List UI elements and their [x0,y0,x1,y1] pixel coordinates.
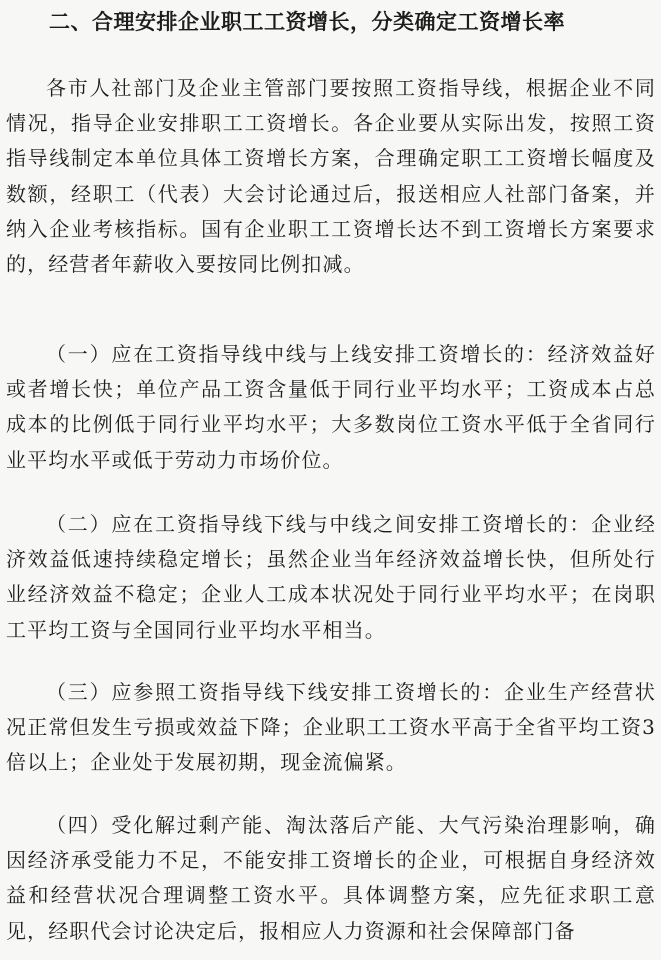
paragraph-item-3: （三）应参照工资指导线下线安排工资增长的：企业生产经营状况正常但发生亏损或效益下降；企业职工工资水平高于全省平均工资3倍以上；企业处于发展初期，现金流偏紧。 [6,680,656,775]
paragraph-intro: 各市人社部门及企业主管部门要按照工资指导线，根据企业不同情况，指导企业安排职工工资增长。各企业要从实际出发，按照工资指导线制定本单位具体工资增长方案，合理确定职工工资增长幅度及数额，经职工（代表）大会讨论通过后，报送相应人社部门备案，并纳入企业考核指标。国有企业职工工资增长达不到工资增长方案要求的，经营者年薪收入要按同比例扣减。 [6,76,656,277]
paragraph-item-4: （四）受化解过剩产能、淘汰落后产能、大气污染治理影响，确因经济承受能力不足，不能安排工资增长的企业，可根据自身经济效益和经营状况合理调整工资水平。具体调整方案，应先征求职工意见，经职代会讨论决定后，报相应人力资源和社会保障部门备 [6,813,656,943]
paragraph-item-1: （一）应在工资指导线中线与上线安排工资增长的：经济效益好或者增长快；单位产品工资含量低于同行业平均水平；工资成本占总成本的比例低于同行业平均水平；大多数岗位工资水平低于全省同行业平均水平或低于劳动力市场价位。 [6,342,656,472]
paragraph-item-2: （二）应在工资指导线下线与中线之间安排工资增长的：企业经济效益低速持续稳定增长；虽然企业当年经济效益增长快，但所处行业经济效益不稳定；企业人工成本状况处于同行业平均水平；在岗职工平均工资与全国同行业平均水平相当。 [6,512,656,642]
section-heading: 二、合理安排企业职工工资增长，分类确定工资增长率 [49,10,565,34]
